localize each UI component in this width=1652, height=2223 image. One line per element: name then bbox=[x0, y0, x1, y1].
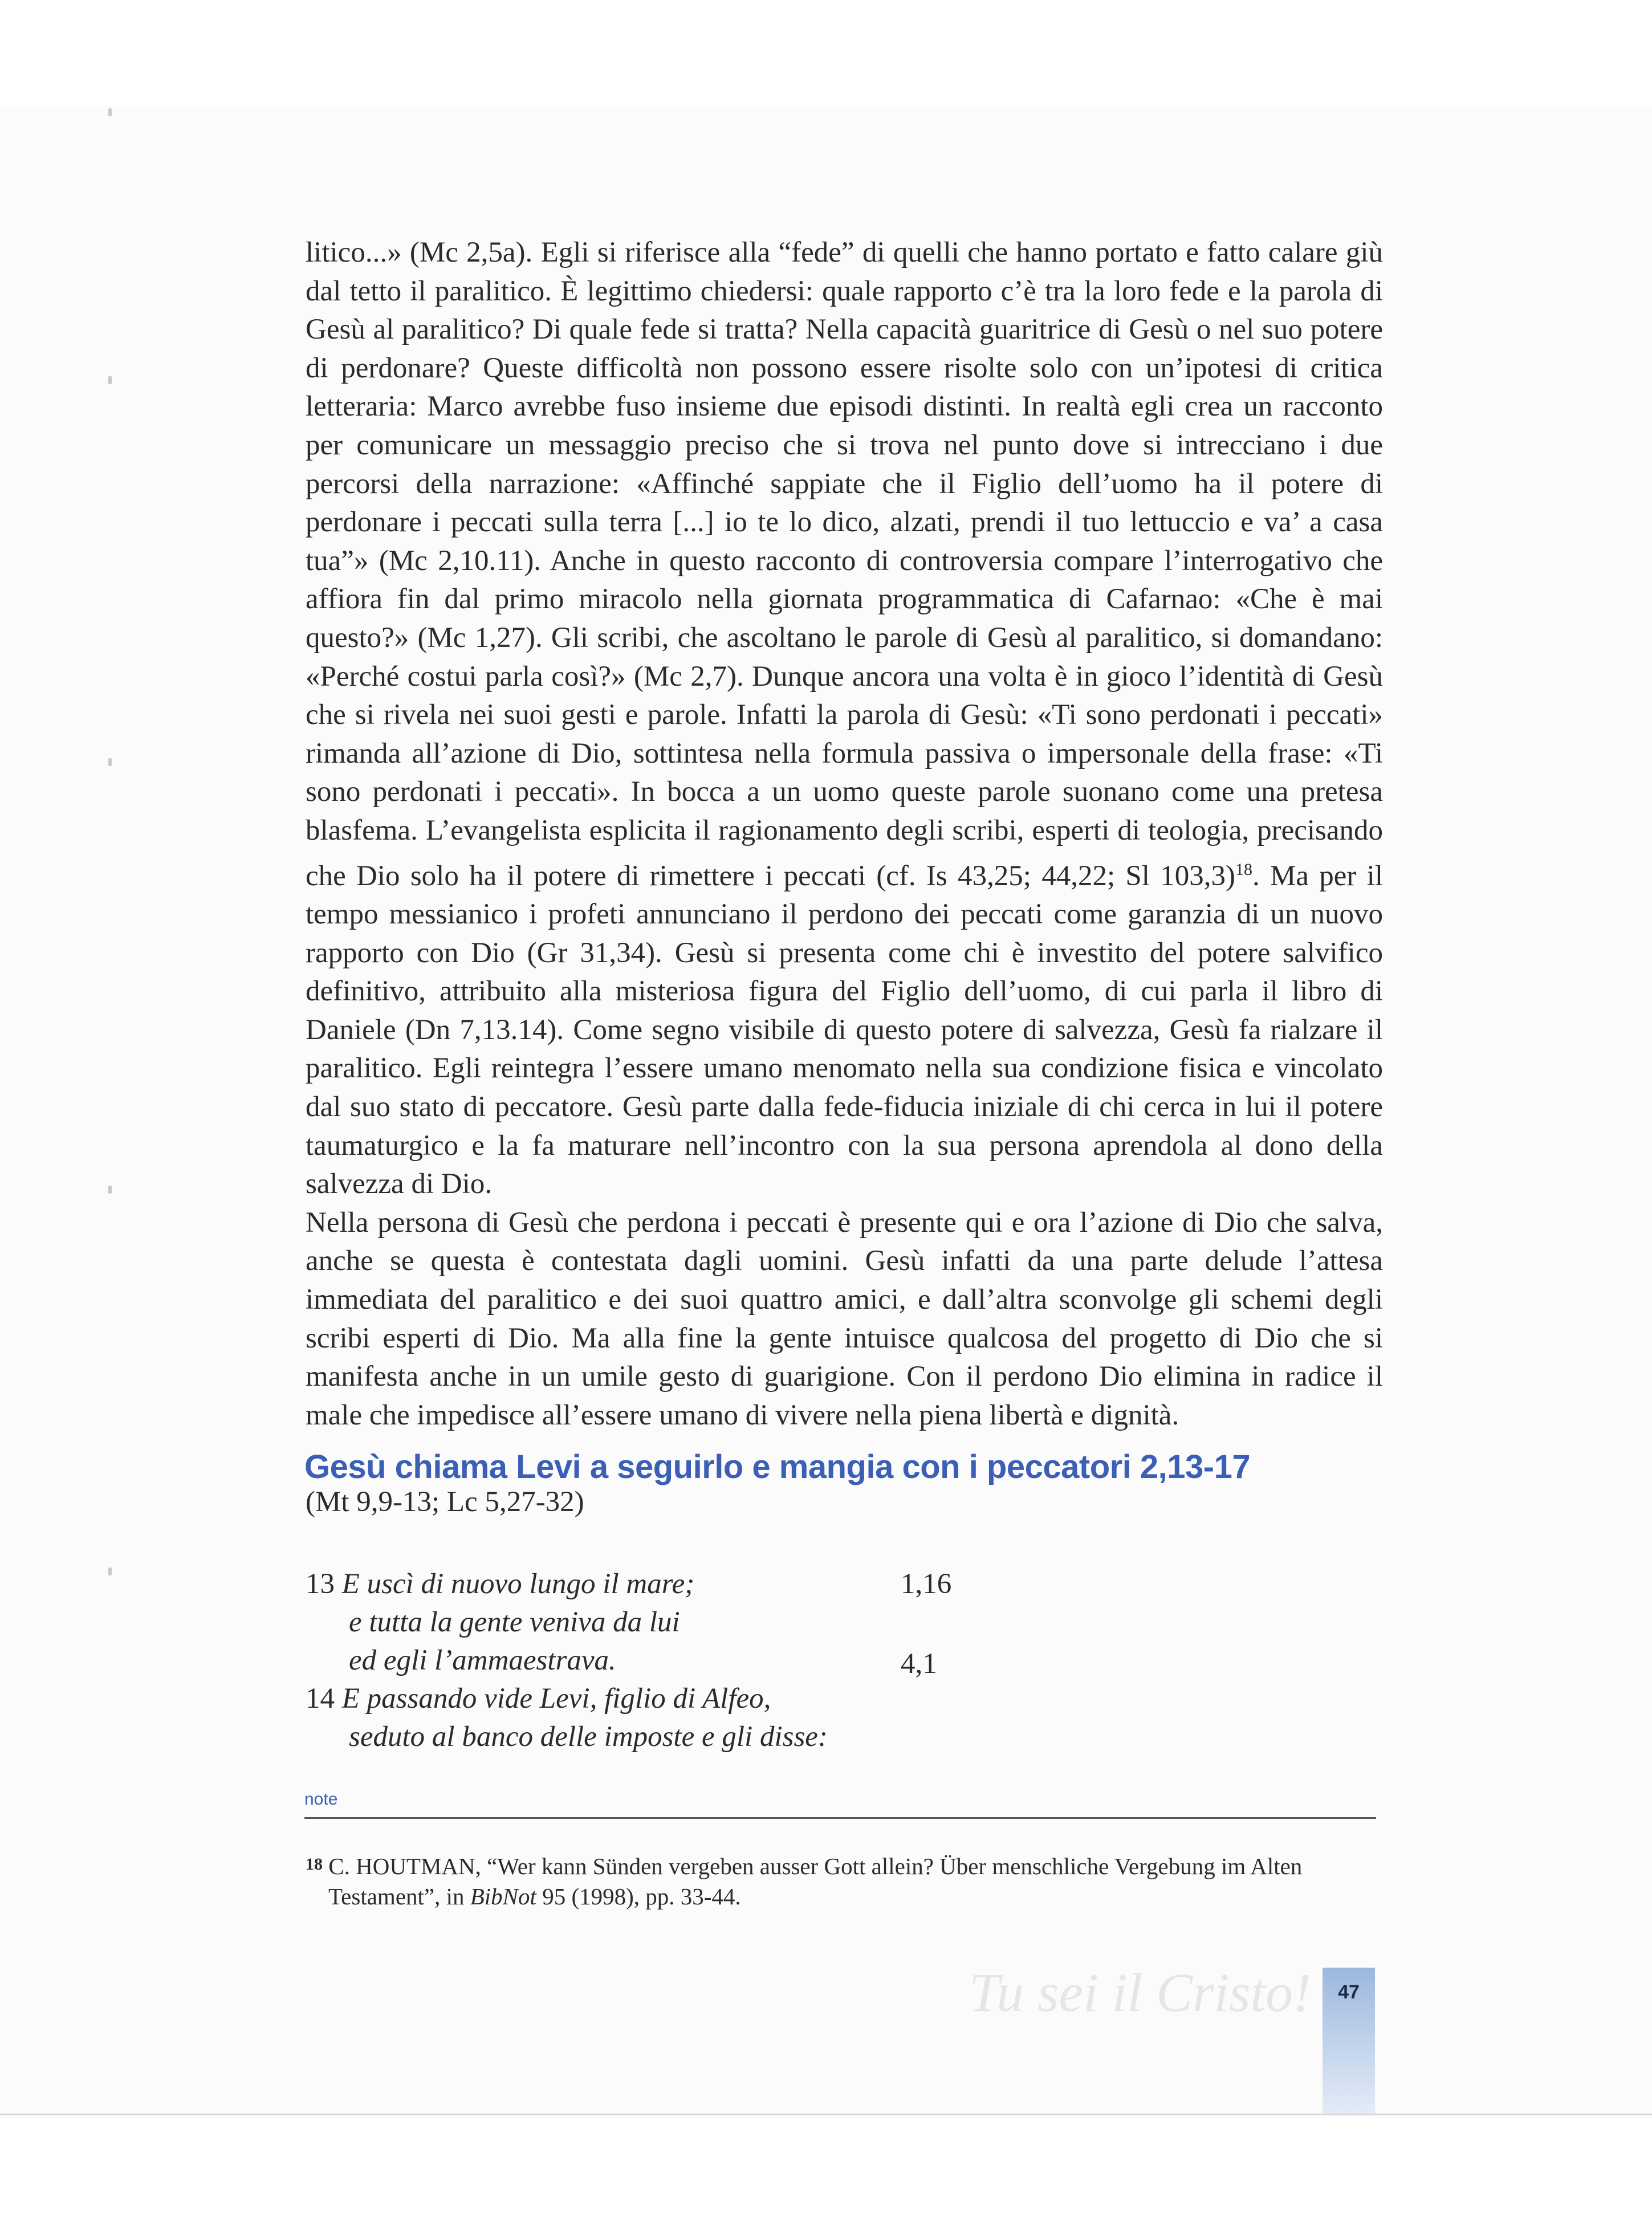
page-top-margin bbox=[0, 0, 1652, 105]
verse-text: seduto al banco delle imposte e gli disse: bbox=[349, 1721, 828, 1753]
verse-line bbox=[349, 1606, 680, 1639]
binding-mark bbox=[108, 758, 112, 766]
paragraph: Nella persona di Gesù che perdona i peccati è presente qui e ora l’azione di Dio che salva, anche se questa è contestata dagli uomini. Gesù infatti da una parte delude l’attesa immediata del paralitico e dei suoi quattro amici, e dall’altra sconvolge gli schemi degli scribi esperti di Dio. Ma alla fine la gente intuisce qualcosa del progetto di Dio che si manifesta anche in un umile gesto di guarigione. Con il perdono Dio elimina in radice il male che impedisce all’essere umano di vivere nella piena libertà e dignità. bbox=[306, 1206, 1383, 1431]
verse-line bbox=[306, 1682, 771, 1715]
paragraph-text: litico...» (Mc 2,5a). Egli si riferisce alla “fede” di quelli che hanno portato e fatto calare giù dal tetto il paralitico. È legittimo chiedersi: quale rapporto c’è tra la loro fede e la parola di Gesù al paralitico? Di quale fede si tratta? Nella capacità guaritrice di Gesù o nel suo potere di perdonare? Queste difficoltà non possono essere risolte solo con un’ipotesi di critica letteraria: Marco avrebbe fuso insieme due episodi distinti. In realtà egli crea un racconto per comunicare un messaggio preciso che si trova nel punto dove si intrecciano i due percorsi della narrazione: «Affinché sappiate che il Figlio dell’uomo ha il potere di perdonare i peccati sulla terra [...] io te lo dico, alzati, prendi il tuo lettuccio e va’ a casa tua”» (Mc 2,10.11). Anche in questo racconto di controversia compare l’interrogativo che affiora fin dal primo miracolo nella giornata programmatica di Cafarnao: «Che è mai questo?» (Mc 1,27). Gli scribi, che ascoltano le parole di Gesù al paralitico, si domandano: «Perché costui parla così?» (Mc 2,7). Dunque ancora una volta è in gioco l’identità di Gesù che si rivela nei suoi gesti e parole. Infatti la parola di Gesù: «Ti sono perdonati i peccati» rimanda all’azione di Dio, sottintesa nella formula passiva o impersonale della frase: «Ti sono perdonati i peccati». In bocca a un uomo queste parole suonano come una pretesa blasfema. L’evangelista esplicita il ragionamento degli scribi, esperti di teologia, precisando che Dio solo ha il potere di rimettere i peccati (cf. Is 43,25; 44,22; Sl 103,3) bbox=[306, 237, 1383, 892]
footnote-text: C. HOUTMAN, “Wer kann Sünden vergeben ausser Gott allein? Über menschliche Vergebung im Alten bbox=[328, 1853, 1303, 1879]
section-parallel-references: (Mt 9,9-13; Lc 5,27-32) bbox=[306, 1486, 584, 1518]
verse-text: ed egli l’ammaestrava. bbox=[349, 1644, 616, 1676]
verse-cross-reference: 1,16 bbox=[901, 1568, 952, 1600]
footnote-text: 95 (1998), pp. 33-44. bbox=[536, 1883, 741, 1909]
notes-label: note bbox=[304, 1790, 338, 1809]
verse-line bbox=[349, 1644, 616, 1677]
binding-mark bbox=[108, 1186, 112, 1194]
section-title: Gesù chiama Levi a seguirlo e mangia con i peccatori 2,13-17 bbox=[304, 1448, 1251, 1485]
binding-mark bbox=[108, 108, 112, 116]
verse-line bbox=[306, 1567, 694, 1601]
verse-text: e tutta la gente veniva da lui bbox=[349, 1606, 680, 1638]
paragraph-text: . Ma per il tempo messianico i profeti annunciano il perdono dei peccati come garanzia di un nuovo rapporto con Dio (Gr 31,34). Gesù si presenta come chi è investito del potere salvifico definitivo, attribuito alla misteriosa figura del Figlio dell’uomo, di cui parla il libro di Daniele (Dn 7,13.14). Come segno visibile di questo potere di salvezza, Gesù fa rialzare il paralitico. Egli reintegra l’essere umano menomato nella sua condizione fisica e vincolato dal suo stato di peccatore. Gesù parte dalla fede-fiducia iniziale di chi cerca in lui il potere taumaturgico e la fa maturare nell’incontro con la sua persona aprendola al dono della salvezza di Dio. bbox=[306, 860, 1383, 1200]
binding-mark bbox=[108, 376, 112, 384]
verse-cross-reference: 4,1 bbox=[901, 1648, 937, 1680]
footnote-journal: BibNot bbox=[470, 1883, 536, 1909]
binding-mark bbox=[108, 1567, 112, 1575]
verse-line bbox=[349, 1720, 828, 1753]
footnote-reference[interactable]: 18 bbox=[1235, 860, 1252, 879]
verse-number: 14 bbox=[306, 1683, 335, 1715]
footnote-text: Testament”, in bbox=[328, 1883, 470, 1909]
page-number: 47 bbox=[1338, 1981, 1360, 2003]
verse-text: E uscì di nuovo lungo il mare; bbox=[341, 1568, 695, 1600]
verse-text: E passando vide Levi, figlio di Alfeo, bbox=[341, 1683, 771, 1715]
footnote bbox=[306, 1849, 1377, 1912]
body-text bbox=[306, 234, 1383, 1435]
running-title: Tu sei il Cristo! bbox=[969, 1962, 1312, 2023]
paragraph bbox=[306, 234, 1383, 1204]
footnote-number: 18 bbox=[306, 1855, 323, 1874]
notes-divider bbox=[304, 1817, 1376, 1819]
page-bottom-edge bbox=[0, 2114, 1652, 2115]
verse-number: 13 bbox=[306, 1568, 335, 1600]
